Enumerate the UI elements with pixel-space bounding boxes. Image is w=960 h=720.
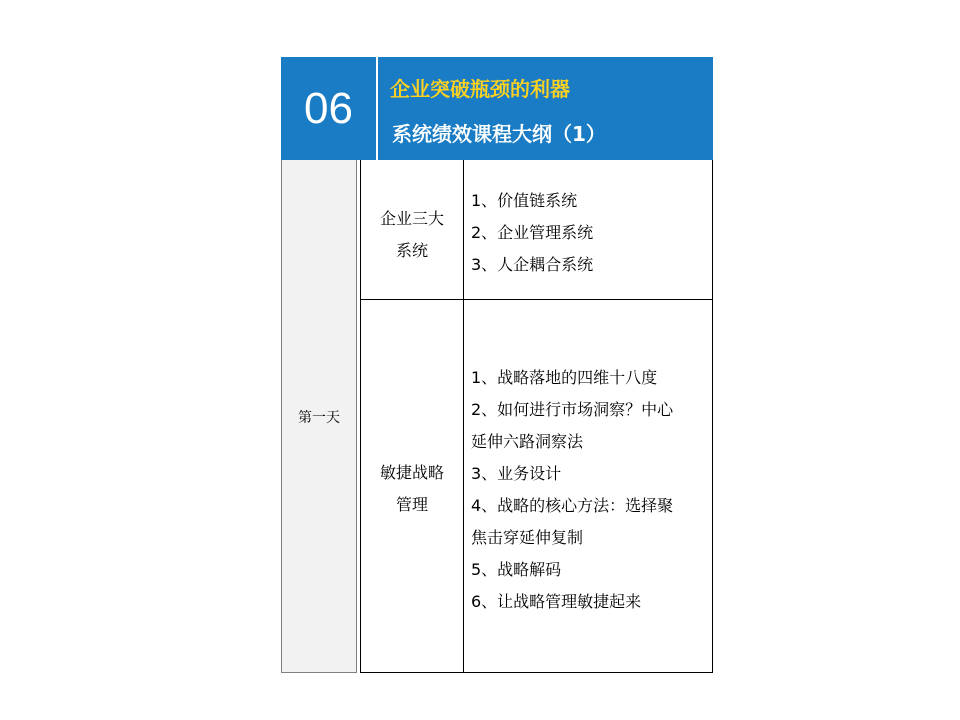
category-line: 系统 [395, 241, 428, 260]
category-line: 企业三大 [379, 209, 444, 228]
page-title: 企业突破瓶颈的利器 [390, 77, 570, 101]
category-cell-strategy [361, 457, 463, 521]
list-item: 3、业务设计 [471, 464, 562, 483]
topic-list-strategy [471, 362, 711, 618]
topic-list-systems [471, 185, 711, 281]
list-item: 2、如何进行市场洞察？中心 [471, 400, 674, 419]
day-label: 第一天 [298, 410, 340, 426]
list-item: 1、战略落地的四维十八度 [471, 368, 658, 387]
category-cell-systems [361, 203, 463, 267]
section-number: 06 [304, 84, 353, 133]
list-item: 3、人企耦合系统 [471, 255, 594, 274]
list-item: 4、战略的核心方法：选择聚 [471, 496, 674, 515]
day-column [281, 160, 357, 673]
row-divider [361, 299, 712, 300]
course-outline-card [281, 57, 713, 673]
category-line: 管理 [395, 495, 428, 514]
category-line: 敏捷战略 [379, 463, 444, 482]
header-banner [281, 57, 713, 160]
list-item: 1、价值链系统 [471, 191, 578, 210]
column-divider [463, 160, 464, 672]
outline-table [360, 160, 713, 673]
page-subtitle: 系统绩效课程大纲（1） [392, 122, 606, 146]
list-item: 2、企业管理系统 [471, 223, 594, 242]
header-divider [376, 57, 378, 160]
list-item: 延伸六路洞察法 [471, 432, 584, 451]
list-item: 焦击穿延伸复制 [471, 528, 584, 547]
list-item: 5、战略解码 [471, 560, 562, 579]
list-item: 6、让战略管理敏捷起来 [471, 592, 642, 611]
